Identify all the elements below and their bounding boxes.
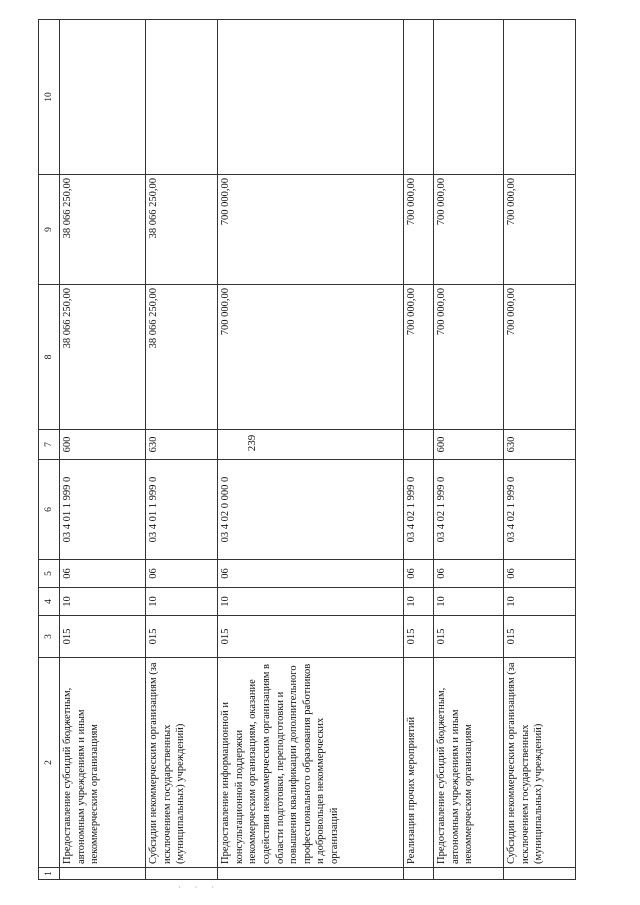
table-row	[218, 20, 404, 880]
section-code-cell: 10	[434, 588, 504, 616]
section-code-cell: 10	[218, 588, 404, 616]
expense-type-code-cell: 600	[434, 430, 504, 460]
header-cell-5: 5	[39, 560, 60, 588]
target-article-code-cell: 03 4 01 1 999 0	[146, 460, 218, 560]
subsection-code-cell: 06	[146, 560, 218, 588]
row-index-cell	[434, 868, 504, 880]
item-name-cell: Предоставление субсидий бюджетным, автономным учреждениям и иным некоммерческим организациям	[60, 658, 146, 868]
table-row	[504, 20, 576, 880]
row-index-cell	[218, 868, 404, 880]
section-code-cell: 10	[60, 588, 146, 616]
amount-approved-cell: 700 000,00	[504, 175, 576, 285]
header-cell-10: 10	[39, 20, 60, 175]
item-name-cell: Реализация прочих мероприятий	[404, 658, 434, 868]
subsection-code-cell: 06	[434, 560, 504, 588]
expense-type-code-cell: 630	[146, 430, 218, 460]
amount-planned-cell: 700 000,00	[434, 285, 504, 430]
note-cell	[146, 20, 218, 175]
note-cell	[60, 20, 146, 175]
expense-type-code-cell	[404, 430, 434, 460]
subsection-code-cell: 06	[60, 560, 146, 588]
note-cell	[434, 20, 504, 175]
amount-approved-cell: 700 000,00	[218, 175, 404, 285]
header-cell-7: 7	[39, 430, 60, 460]
header-cell-6: 6	[39, 460, 60, 560]
header-cell-8: 8	[39, 285, 60, 430]
item-name-cell: Предоставление субсидий бюджетным, автономным учреждениям и иным некоммерческим организациям	[434, 658, 504, 868]
amount-planned-cell: 38 066 250,00	[146, 285, 218, 430]
budget-table	[38, 19, 576, 880]
table-row	[60, 20, 146, 880]
header-cell-9: 9	[39, 175, 60, 285]
header-cell-1: 1	[39, 868, 60, 880]
ministry-code-cell: 015	[434, 616, 504, 658]
section-code-cell: 10	[404, 588, 434, 616]
row-index-cell	[60, 868, 146, 880]
scan-marks: · · ·	[178, 883, 220, 892]
expense-type-code-cell	[218, 430, 404, 460]
item-name-cell: Субсидии некоммерческим организациям (за исключением государственных (муниципальных) учреждений)	[504, 658, 576, 868]
amount-planned-cell: 700 000,00	[504, 285, 576, 430]
amount-approved-cell: 38 066 250,00	[146, 175, 218, 285]
row-index-cell	[146, 868, 218, 880]
item-name-cell: Субсидии некоммерческим организациям (за исключением государственных (муниципальных) учреждений)	[146, 658, 218, 868]
note-cell	[218, 20, 404, 175]
ministry-code-cell: 015	[504, 616, 576, 658]
amount-approved-cell: 38 066 250,00	[60, 175, 146, 285]
subsection-code-cell: 06	[218, 560, 404, 588]
amount-approved-cell: 700 000,00	[434, 175, 504, 285]
table-row	[404, 20, 434, 880]
subsection-code-cell: 06	[504, 560, 576, 588]
header-cell-3: 3	[39, 616, 60, 658]
row-index-cell	[404, 868, 434, 880]
amount-planned-cell: 38 066 250,00	[60, 285, 146, 430]
table-row	[434, 20, 504, 880]
row-index-cell	[504, 868, 576, 880]
table-row	[146, 20, 218, 880]
ministry-code-cell: 015	[60, 616, 146, 658]
ministry-code-cell: 015	[404, 616, 434, 658]
ministry-code-cell: 015	[146, 616, 218, 658]
item-name-cell: Предоставление информационной и консультационной поддержки некоммерческим организациям, оказание содействия некоммерческим организациям в области подготовки, переподготовки и повышения квалификации дополнительного профессионального образования работников и добровольцев некоммерческих организаций	[218, 658, 404, 868]
target-article-code-cell: 03 4 02 0 000 0	[218, 460, 404, 560]
page-number: 239	[246, 434, 258, 452]
section-code-cell: 10	[504, 588, 576, 616]
header-row	[39, 20, 60, 880]
note-cell	[404, 20, 434, 175]
section-code-cell: 10	[146, 588, 218, 616]
header-cell-4: 4	[39, 588, 60, 616]
header-cell-2: 2	[39, 658, 60, 868]
ministry-code-cell: 015	[218, 616, 404, 658]
amount-planned-cell: 700 000,00	[218, 285, 404, 430]
rotated-table-container	[38, 20, 553, 880]
target-article-code-cell: 03 4 01 1 999 0	[60, 460, 146, 560]
amount-planned-cell: 700 000,00	[404, 285, 434, 430]
note-cell	[504, 20, 576, 175]
target-article-code-cell: 03 4 02 1 999 0	[404, 460, 434, 560]
expense-type-code-cell: 630	[504, 430, 576, 460]
expense-type-code-cell: 600	[60, 430, 146, 460]
subsection-code-cell: 06	[404, 560, 434, 588]
amount-approved-cell: 700 000,00	[404, 175, 434, 285]
target-article-code-cell: 03 4 02 1 999 0	[434, 460, 504, 560]
target-article-code-cell: 03 4 02 1 999 0	[504, 460, 576, 560]
